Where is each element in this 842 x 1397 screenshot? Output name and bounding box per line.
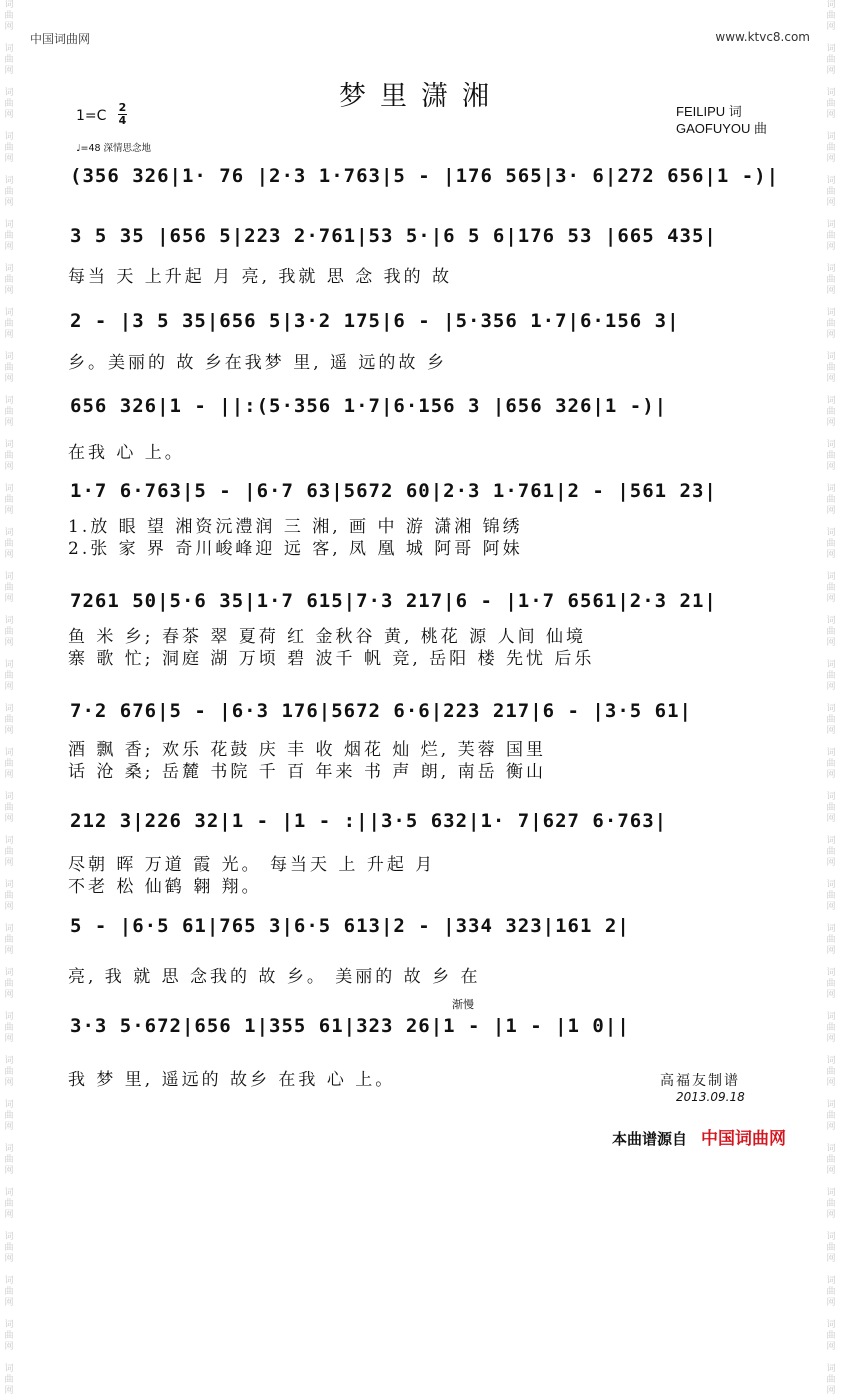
lyric-line: 乡。美丽的 故 乡在我梦 里, 遥 远的故 乡 (68, 353, 447, 373)
footer-source (612, 1124, 786, 1149)
site-name: 中国词曲网 (30, 32, 91, 46)
watermark-right: 词 曲 网 词 曲 网 词 曲 网 词 曲 网 词 曲 网 词 曲 网 词 曲 网 词 曲 网 词 曲 网 词 曲 网 词 曲 网 词 曲 网 词 曲 网 词 曲 网 词 曲 网 词 曲 网 词 曲 网 词 曲 网 词 曲 网 词 曲 网 词 曲 网 词 曲 网 词 曲 网 词 曲 网 词 曲 网 词 曲 网 词 曲 网 词 曲 网 词 曲 网 词 曲 网 词 曲 网 词 曲 网 (826, 0, 836, 1396)
notation-row: (356 326|1· 76 |2·3 1·763|5 - |176 565|3· 6|272 656|1 -)| (70, 165, 780, 187)
lyric-line: 鱼 米 乡; 春茶 翠 夏荷 红 金秋谷 黄, 桃花 源 人间 仙境 (68, 627, 586, 647)
transcriber-name: 高福友制谱 (660, 1073, 740, 1089)
transcriber-date: 2013.09.18 (676, 1090, 745, 1104)
tempo-change-mark: 渐慢 (452, 998, 474, 1011)
tempo-marking: ♩=48 深情思念地 (76, 143, 152, 154)
notation-row: 3·3 5·672|656 1|355 61|323 26|1 - |1 - |1 0|| (70, 1015, 630, 1037)
lyric-line: 每当 天 上升起 月 亮, 我就 思 念 我的 故 (68, 267, 453, 287)
lyric-line: 2.张 家 界 奇川峻峰迎 远 客, 凤 凰 城 阿哥 阿妹 (68, 539, 523, 559)
footer-source-label: 本曲谱源自 (612, 1130, 688, 1148)
lyric-line: 寨 歌 忙; 洞庭 湖 万顷 碧 波千 帆 竞, 岳阳 楼 先忧 后乐 (68, 649, 595, 669)
lyric-line: 我 梦 里, 遥远的 故乡 在我 心 上。 (68, 1070, 396, 1090)
notation-row: 5 - |6·5 61|765 3|6·5 613|2 - |334 323|161 2| (70, 915, 630, 937)
watermark-left: 词 曲 网 词 曲 网 词 曲 网 词 曲 网 词 曲 网 词 曲 网 词 曲 网 词 曲 网 词 曲 网 词 曲 网 词 曲 网 词 曲 网 词 曲 网 词 曲 网 词 曲 网 词 曲 网 词 曲 网 词 曲 网 词 曲 网 词 曲 网 词 曲 网 词 曲 网 词 曲 网 词 曲 网 词 曲 网 词 曲 网 词 曲 网 词 曲 网 词 曲 网 词 曲 网 词 曲 网 词 曲 网 (4, 0, 14, 1396)
lyric-line: 在我 心 上。 (68, 443, 185, 463)
notation-row: 3 5 35 |656 5|223 2·761|53 5·|6 5 6|176 53 |665 435| (70, 225, 717, 247)
lyric-line: 不老 松 仙鹤 翱 翔。 (68, 877, 262, 897)
footer-brand: 中国词曲网 (701, 1129, 787, 1149)
composer: GAOFUYOU 曲 (676, 121, 768, 136)
site-url: www.ktvc8.com (715, 30, 810, 44)
lyric-line: 酒 飘 香; 欢乐 花鼓 庆 丰 收 烟花 灿 烂, 芙蓉 国里 (68, 740, 546, 760)
lyric-line: 1.放 眼 望 湘资沅澧润 三 湘, 画 中 游 潇湘 锦绣 (68, 517, 523, 537)
lyric-line: 尽朝 晖 万道 霞 光。 每当天 上 升起 月 (68, 855, 436, 875)
notation-row: 2 - |3 5 35|656 5|3·2 175|6 - |5·356 1·7|6·156 3| (70, 310, 680, 332)
lyric-line: 亮, 我 就 思 念我的 故 乡。 美丽的 故 乡 在 (68, 967, 481, 987)
lyricist: FEILIPU 词 (676, 104, 742, 119)
lyric-line: 话 沧 桑; 岳麓 书院 千 百 年来 书 声 朗, 南岳 衡山 (68, 762, 546, 782)
meter-bottom: 4 (118, 114, 127, 127)
notation-row: 7261 50|5·6 35|1·7 615|7·3 217|6 - |1·7 6561|2·3 21| (70, 590, 717, 612)
notation-row: 656 326|1 - ||:(5·356 1·7|6·156 3 |656 326|1 -)| (70, 395, 668, 417)
key-signature: 1=C (76, 108, 107, 124)
notation-row: 1·7 6·763|5 - |6·7 63|5672 60|2·3 1·761|2 - |561 23| (70, 480, 717, 502)
page-title: 梦里潇湘 (339, 81, 503, 112)
meter-top: 2 (118, 101, 127, 114)
notation-row: 7·2 676|5 - |6·3 176|5672 6·6|223 217|6 - |3·5 61| (70, 700, 692, 722)
notation-row: 212 3|226 32|1 - |1 - :||3·5 632|1· 7|627 6·763| (70, 810, 668, 832)
